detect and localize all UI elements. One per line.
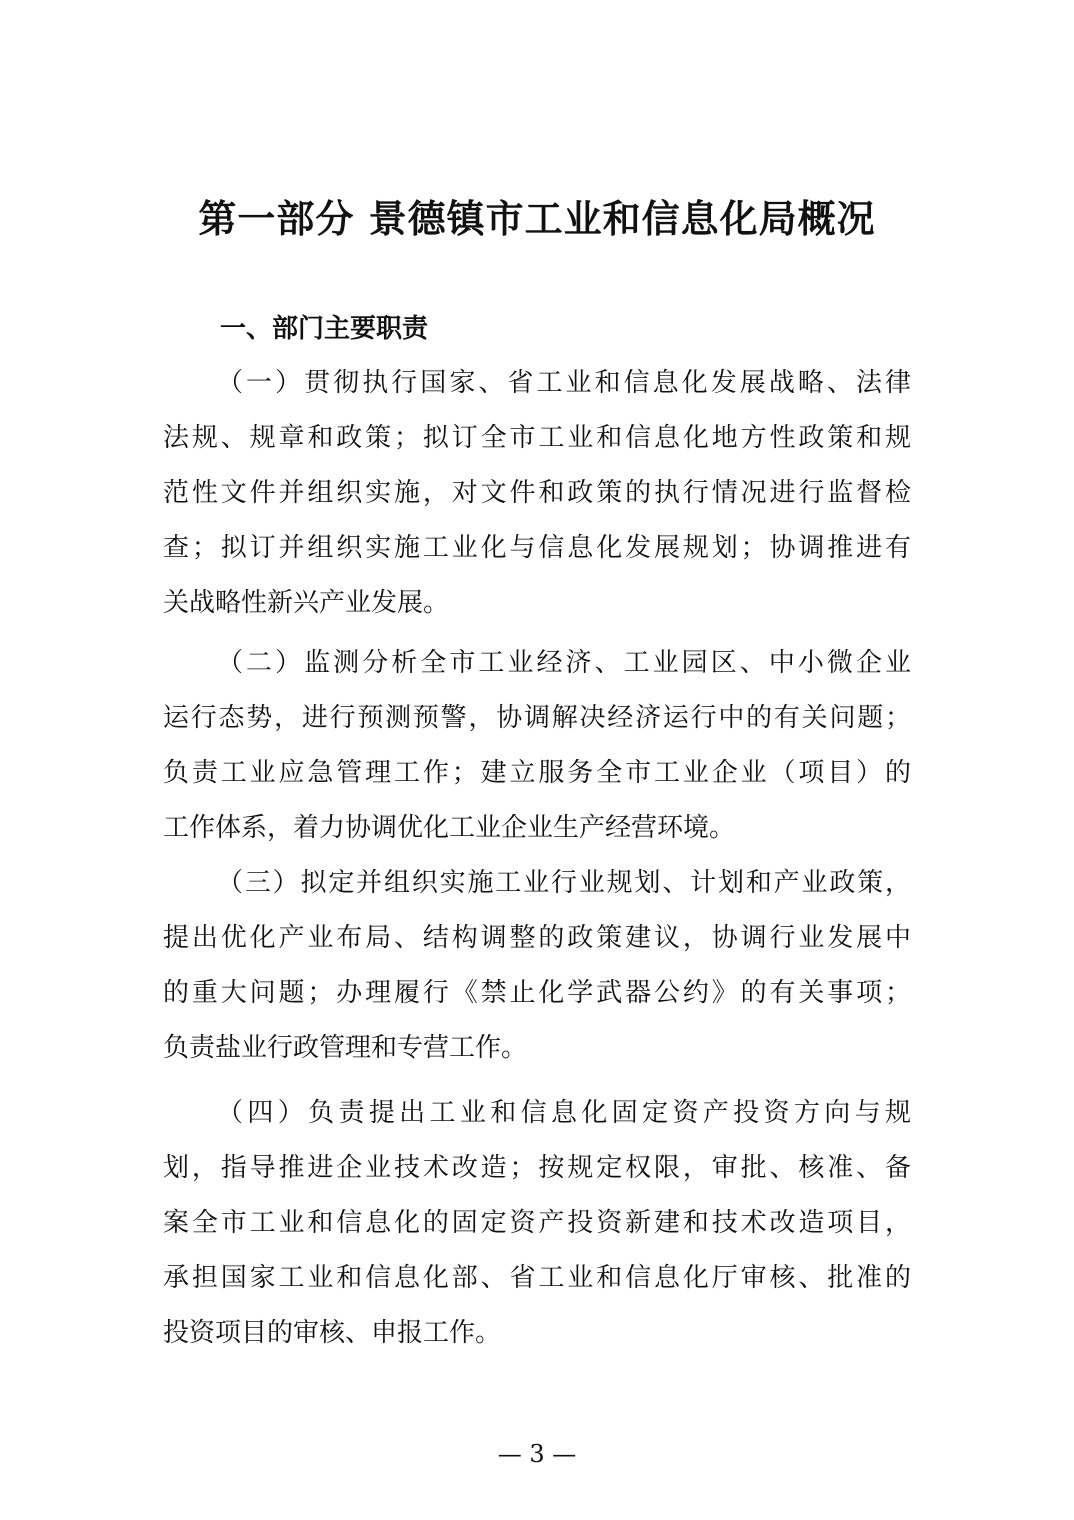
paragraph-line: 提出优化产业布局、结构调整的政策建议，协调行业发展中 xyxy=(163,923,911,953)
paragraph-1 xyxy=(163,356,911,631)
paragraph-2 xyxy=(163,636,911,856)
page-number: — 3 — xyxy=(497,1440,577,1468)
paragraph-line: （三）拟定并组织实施工业行业规划、计划和产业政策， xyxy=(217,868,911,898)
paragraph-line: 负责盐业行政管理和专营工作。 xyxy=(163,1033,528,1063)
paragraph-line: 承担国家工业和信息化部、省工业和信息化厅审核、批准的 xyxy=(163,1263,911,1293)
paragraph-line: 法规、规章和政策；拟订全市工业和信息化地方性政策和规 xyxy=(163,423,911,453)
paragraph-line: 划，指导推进企业技术改造；按规定权限，审批、核准、备 xyxy=(163,1153,911,1183)
paragraph-line: 负责工业应急管理工作；建立服务全市工业企业（项目）的 xyxy=(163,758,911,788)
paragraph-line: 关战略性新兴产业发展。 xyxy=(163,588,450,618)
paragraph-line: 查；拟订并组织实施工业化与信息化发展规划；协调推进有 xyxy=(163,533,911,563)
paragraph-line: 的重大问题；办理履行《禁止化学武器公约》的有关事项； xyxy=(163,978,911,1008)
paragraph-line: 投资项目的审核、申报工作。 xyxy=(163,1318,502,1348)
page-title: 第一部分 景德镇市工业和信息化局概况 xyxy=(198,196,876,241)
paragraph-3 xyxy=(163,856,911,1076)
paragraph-line: 案全市工业和信息化的固定资产投资新建和技术改造项目， xyxy=(163,1208,911,1238)
paragraph-line: 运行态势，进行预测预警，协调解决经济运行中的有关问题； xyxy=(163,703,911,733)
paragraph-4 xyxy=(163,1086,911,1361)
paragraph-line: 工作体系，着力协调优化工业企业生产经营环境。 xyxy=(163,813,736,843)
section-heading: 一、部门主要职责 xyxy=(220,314,429,344)
paragraph-line: （四）负责提出工业和信息化固定资产投资方向与规 xyxy=(217,1098,911,1128)
paragraph-line: （二）监测分析全市工业经济、工业园区、中小微企业 xyxy=(217,648,911,678)
paragraph-line: 范性文件并组织实施，对文件和政策的执行情况进行监督检 xyxy=(163,478,911,508)
paragraph-line: （一）贯彻执行国家、省工业和信息化发展战略、法律 xyxy=(217,368,911,398)
